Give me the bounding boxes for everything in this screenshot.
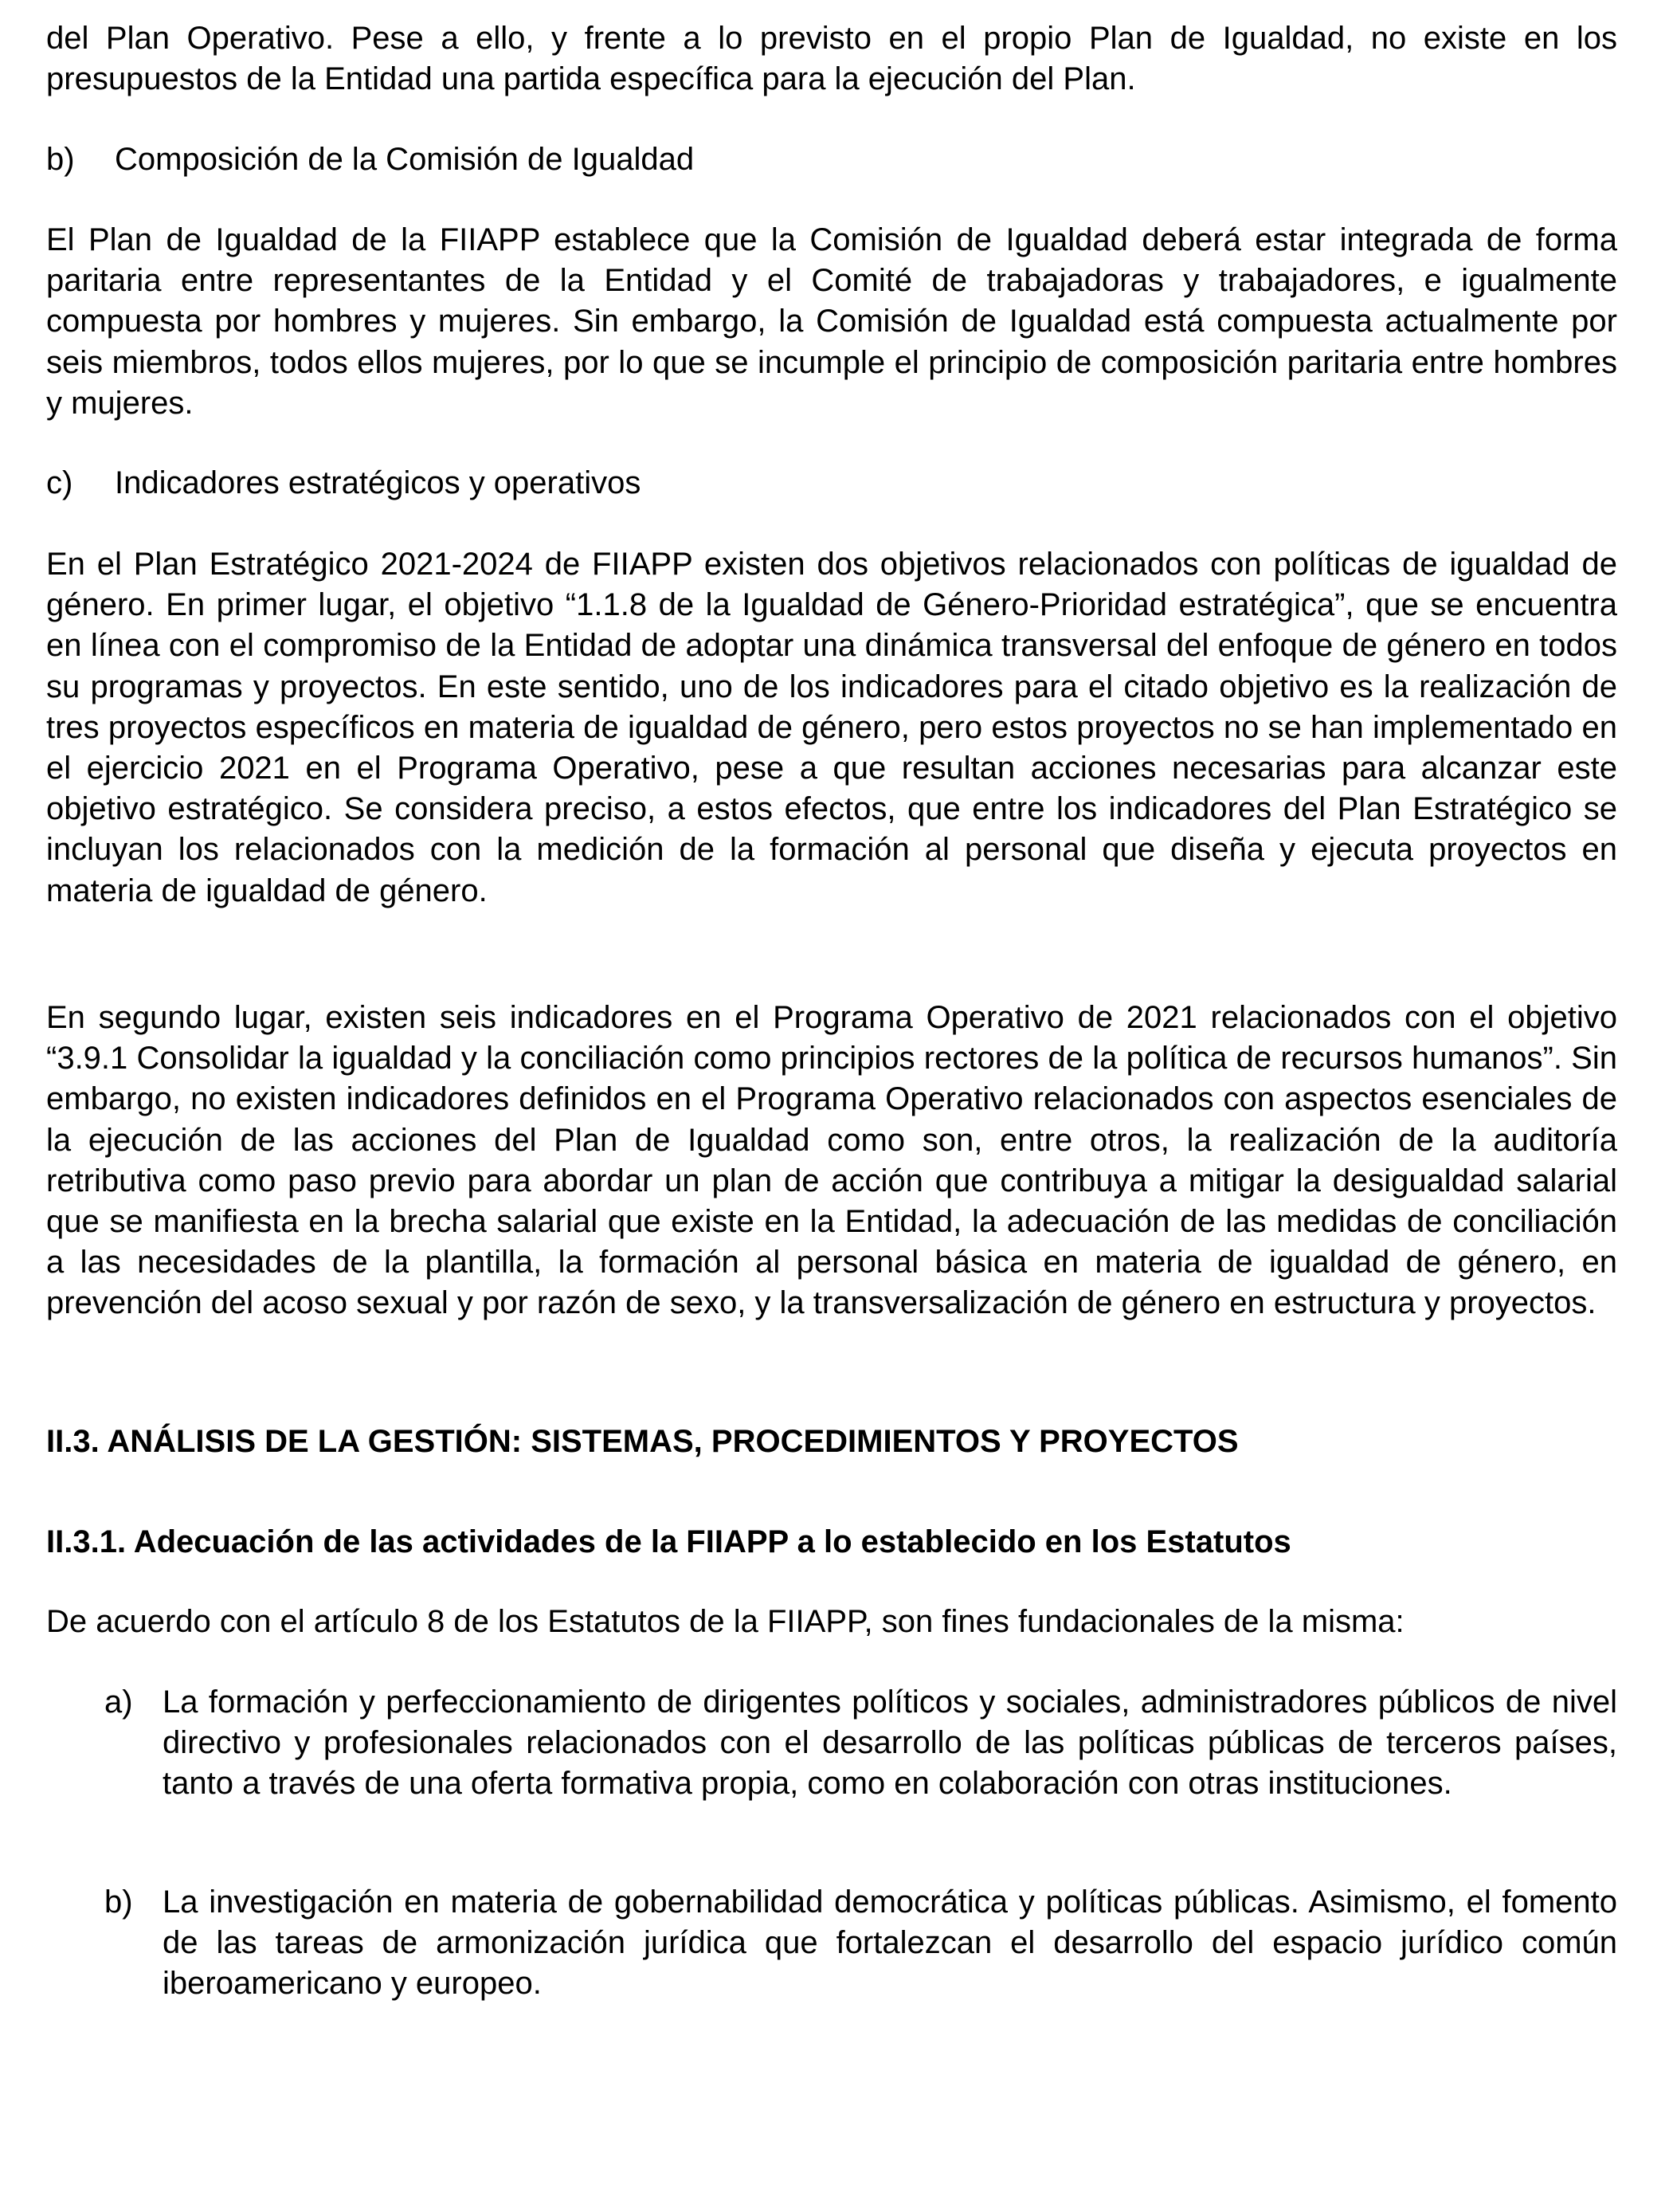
list-item-label: a) — [104, 1684, 133, 1720]
section-heading: II.3. ANÁLISIS DE LA GESTIÓN: SISTEMAS, PROCEDIMIENTOS Y PROYECTOS — [46, 1424, 1239, 1459]
subheading-title: Indicadores estratégicos y operativos — [115, 465, 641, 500]
list-item-text: La investigación en materia de gobernabilidad democrática y políticas públicas. Asimismo, el fomento de las tareas de armonización jurídica que fortalezcan el desarrollo del espacio jurídico común iberoamericano y europeo. — [163, 1885, 1617, 2002]
subheading-composicion — [46, 139, 1617, 180]
paragraph-fines: De acuerdo con el artículo 8 de los Estatutos de la FIIAPP, son fines fundacionales de la misma: — [46, 1604, 1405, 1639]
paragraph-plan-estrategico: En el Plan Estratégico 2021-2024 de FIIAPP existen dos objetivos relacionados con políticas de igualdad de género. En primer lugar, el objetivo “1.1.8 de la Igualdad de Género-Prioridad estratégica”, que se encuentra en línea con el compromiso de la Entidad de adoptar una dinámica transversal del enfoque de género en todos su programas y proyectos. En este sentido, uno de los indicadores para el citado objetivo es la realización de tres proyectos específicos en materia de igualdad de género, pero estos proyectos no se han implementado en el ejercicio 2021 en el Programa Operativo, pese a que resultan acciones necesarias para alcanzar este objetivo estratégico. Se considera preciso, a estos efectos, que entre los indicadores del Plan Estratégico se incluyan los relacionados con la medición de la formación al personal que diseña y ejecuta proyectos en materia de igualdad de género. — [46, 547, 1617, 908]
list-item-label: b) — [104, 1885, 133, 1920]
subheading-title: Composición de la Comisión de Igualdad — [115, 142, 695, 177]
subheading-label: c) — [46, 465, 73, 500]
paragraph-programa-operativo: En segundo lugar, existen seis indicadores en el Programa Operativo de 2021 relacionados con el objetivo “3.9.1 Consolidar la igualdad y la conciliación como principios rectores de la política de recursos humanos”. Sin embargo, no existen indicadores definidos en el Programa Operativo relacionados con aspectos esenciales de la ejecución de las acciones del Plan de Igualdad como son, entre otros, la realización de la auditoría retributiva como paso previo para abordar un plan de acción que contribuya a mitigar la desigualdad salarial que se manifiesta en la brecha salarial que existe en la Entidad, la adecuación de las medidas de conciliación a las necesidades de la plantilla, la formación al personal básica en materia de igualdad de género, en prevención del acoso sexual y por razón de sexo, y la transversalización de género en estructura y proyectos. — [46, 1000, 1617, 1321]
paragraph-plan-operativo: del Plan Operativo. Pese a ello, y frente a lo previsto en el propio Plan de Igualdad, no existe en los presupuestos de la Entidad una partida específica para la ejecución del Plan. — [46, 21, 1617, 97]
paragraph-comision: El Plan de Igualdad de la FIIAPP establece que la Comisión de Igualdad deberá estar integrada de forma paritaria entre representantes de la Entidad y el Comité de trabajadoras y trabajadores, e igualmente compuesta por hombres y mujeres. Sin embargo, la Comisión de Igualdad está compuesta actualmente por seis miembros, todos ellos mujeres, por lo que se incumple el principio de composición paritaria entre hombres y mujeres. — [46, 222, 1617, 421]
list-item-text: La formación y perfeccionamiento de dirigentes políticos y sociales, administradores públicos de nivel directivo y profesionales relacionados con el desarrollo de las políticas públicas de terceros países, tanto a través de una oferta formativa propia, como en colaboración con otras instituciones. — [163, 1684, 1617, 1802]
subheading-indicadores — [46, 463, 1617, 504]
list-item — [104, 1882, 1617, 2005]
subsection-heading: II.3.1. Adecuación de las actividades de la FIIAPP a lo establecido en los Estatutos — [46, 1524, 1291, 1559]
list-item — [104, 1682, 1617, 1805]
subheading-label: b) — [46, 142, 75, 177]
